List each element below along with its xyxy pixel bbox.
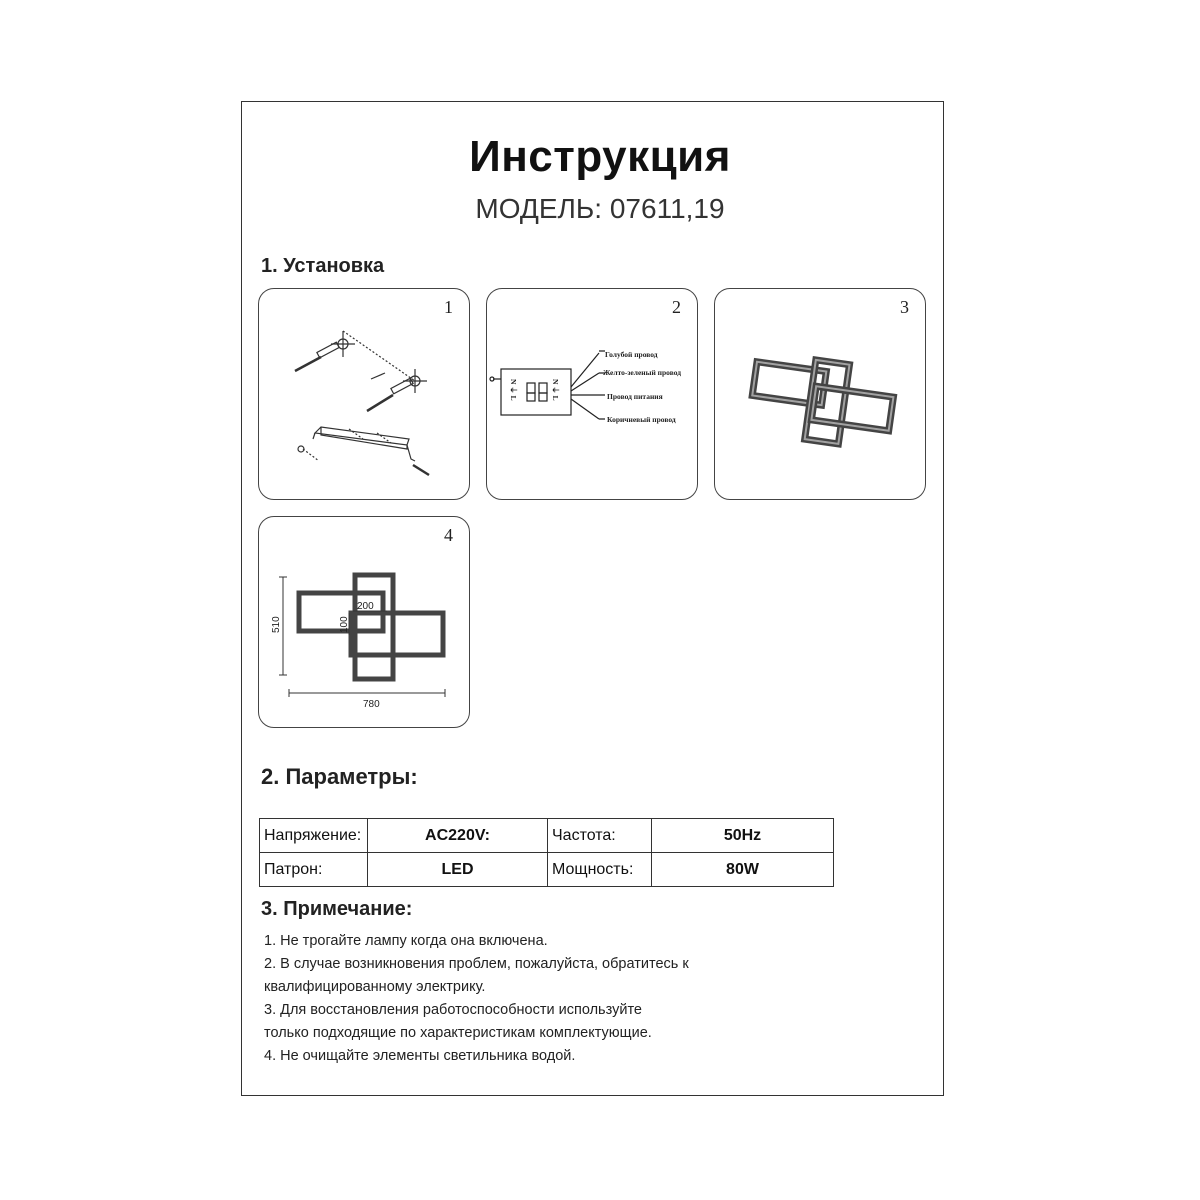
dimension-height: 510	[271, 616, 282, 633]
wire-label-power: Провод питания	[607, 392, 663, 401]
note-line: 4. Не очищайте элементы светильника водой.	[264, 1048, 576, 1064]
step-number: 4	[444, 525, 453, 545]
wiring-diagram	[487, 289, 699, 501]
installation-step-2-panel	[486, 288, 698, 500]
note-line: 1. Не трогайте лампу когда она включена.	[264, 933, 548, 949]
step-number: 3	[900, 297, 909, 317]
voltage-label: Напряжение:	[260, 819, 368, 853]
dimension-inner-width: 200	[357, 601, 374, 612]
dimension-width: 780	[363, 699, 380, 710]
notes-list	[264, 930, 689, 1068]
model-number: МОДЕЛЬ: 07611,19	[475, 193, 725, 224]
document-title: Инструкция	[469, 132, 731, 181]
table-row	[260, 853, 834, 887]
step-number: 2	[672, 297, 681, 317]
table-row	[260, 819, 834, 853]
installation-step-4-panel	[258, 516, 470, 728]
voltage-value: AC220V:	[368, 819, 548, 853]
note-line: 3. Для восстановления работоспособности используйте	[264, 1002, 642, 1018]
wire-label-blue: Голубой провод	[605, 350, 658, 359]
parameters-table	[259, 818, 834, 887]
dimension-inner-height: 100	[339, 616, 350, 633]
installation-step-3-panel	[714, 288, 926, 500]
wire-label-yellow-green: Желто-зеленый провод	[603, 368, 682, 377]
socket-label: Патрон:	[260, 853, 368, 887]
mounting-diagram	[259, 289, 471, 501]
fixture-view	[715, 289, 927, 501]
note-line: только подходящие по характеристикам комплектующие.	[264, 1025, 652, 1041]
section-notes-heading: 3. Примечание:	[261, 898, 413, 920]
dimensions-diagram	[259, 517, 471, 729]
power-value: 80W	[652, 853, 834, 887]
power-label: Мощность:	[548, 853, 652, 887]
installation-step-1-panel	[258, 288, 470, 500]
terminal-letters: N ⏚ L	[551, 379, 560, 401]
socket-value: LED	[368, 853, 548, 887]
frequency-label: Частота:	[548, 819, 652, 853]
wire-label-brown: Коричневый провод	[607, 415, 676, 424]
terminal-letters: N ⏚ L	[509, 379, 518, 401]
section-installation-heading: 1. Установка	[261, 255, 385, 277]
note-line: квалифицированному электрику.	[264, 979, 486, 995]
section-parameters-heading: 2. Параметры:	[261, 764, 418, 789]
note-line: 2. В случае возникновения проблем, пожалуйста, обратитесь к	[264, 956, 689, 972]
step-number: 1	[444, 297, 453, 317]
frequency-value: 50Hz	[652, 819, 834, 853]
